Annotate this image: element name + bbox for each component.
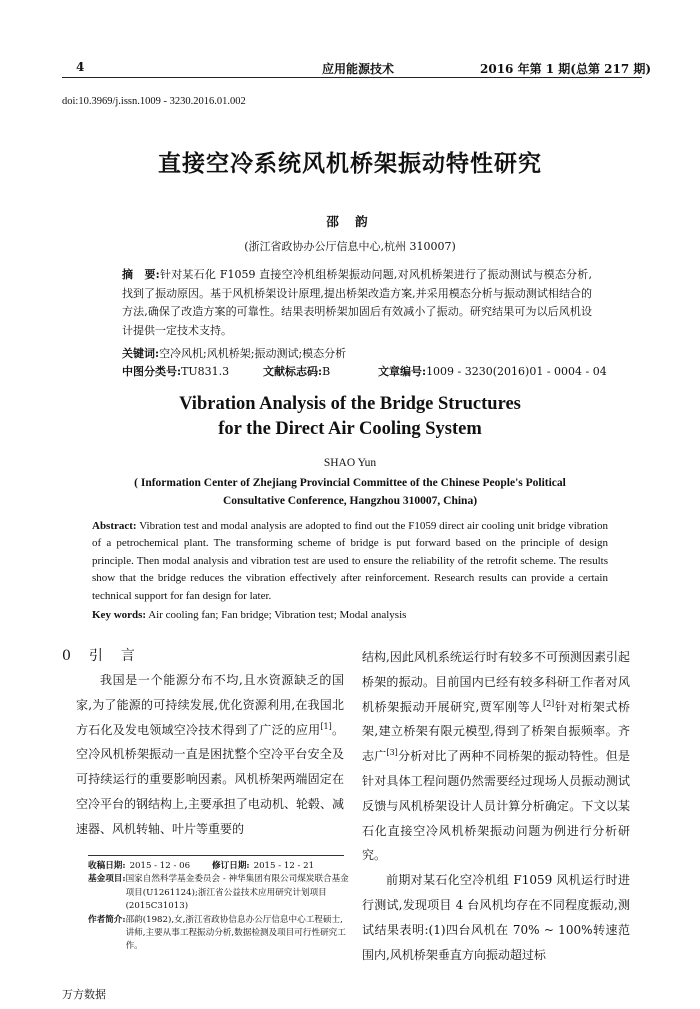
citation: [3] bbox=[386, 748, 398, 758]
affiliation-cn: (浙江省政协办公厅信息中心,杭州 310007) bbox=[244, 240, 456, 253]
keywords-en bbox=[92, 609, 608, 621]
author-en: SHAO Yun bbox=[323, 457, 377, 469]
title-en-line2: for the Direct Air Cooling System bbox=[218, 419, 482, 439]
keywords-en-label: Key words: bbox=[92, 609, 147, 621]
footnote-author-bio: 作者简介: 邵韵(1982),女,浙江省政协信息办公厅信息中心工程硕士,讲师,主要从事工程振动分析,数据检测及项目可行性研究工作。 bbox=[88, 914, 346, 952]
article-number-label: 文章编号: bbox=[378, 365, 427, 378]
keywords-cn-text: 空冷风机;风机桥架;振动测试;模态分析 bbox=[159, 347, 347, 360]
citation: [2] bbox=[542, 698, 555, 708]
paragraph: 前期对某石化空冷机组 F1059 风机运行时进行测试,发现项目 4 台风机均存在不同程度振动,测试结果表明:(1)四台风机在 70% ~ 100%转速范围内,风机桥架垂直方向振动超过标 bbox=[362, 873, 630, 962]
abstract-cn-text: 针对某石化 F1059 直接空冷机组桥架振动问题,对风机桥架进行了振动测试与模态分析,找到了振动原因。基于风机桥架设计原理,提出桥架改造方案,并采用模态分析与振动测试相结合的方法,确保了改造方案的可靠性。结果表明桥架加固后有效减小了振动。研究结果可为以后风机设计提供一定技术支持。 bbox=[122, 268, 592, 337]
paragraph: 我国是一个能源分布不均,且水资源缺乏的国家,为了能源的可持续发展,优化资源利用,在我国北方石化及发电领域空冷技术得到了广泛的应用[1]。空冷风机桥架振动一直是困扰整个空冷平台安全及可持续运行的重要影响因素。风机桥架两端固定在空冷平台的钢结构上,主要承担了电动机、轮毂、减速器、风机转轴、叶片等重要的 bbox=[76, 673, 344, 836]
abstract-cn bbox=[122, 266, 592, 340]
keywords-en-text: Air cooling fan; Fan bridge; Vibration test; Modal analysis bbox=[146, 609, 407, 621]
author-cn: 邵 韵 bbox=[326, 214, 374, 229]
header-rule bbox=[62, 77, 642, 78]
abstract-en-text: Vibration test and modal analysis are adopted to find out the F1059 direct air cooling unit bridge vibration of a petrochemical plant. The transforming scheme of bridge is put forward based on the principle of design principle. Then modal analysis and vibration test are used to ensure the reliability of the retrofit scheme. The results show that the bridge reduces the vibration effectively after reinforcement. Research results can provide a certain technical support for fan design for later. bbox=[92, 520, 608, 602]
clc-value: TU831.3 bbox=[181, 365, 230, 378]
footnote-fund: 基金项目: 国家自然科学基金委员会 - 神华集团有限公司煤炭联合基金项目(U1261124);浙江省公益技术应用研究计划项目(2015C31013) bbox=[88, 874, 349, 912]
doc-code-label: 文献标志码: bbox=[263, 365, 323, 378]
footnote bbox=[88, 860, 350, 954]
title-en-line1: Vibration Analysis of the Bridge Structures bbox=[179, 394, 521, 414]
clc-label: 中图分类号: bbox=[122, 365, 182, 378]
article-number bbox=[378, 363, 607, 379]
doi: doi:10.3969/j.issn.1009 - 3230.2016.01.002 bbox=[62, 96, 246, 107]
footnote-dates: 收稿日期: 2015 - 12 - 06 修订日期: 2015 - 12 - 21 bbox=[88, 861, 315, 871]
page-number: 4 bbox=[76, 60, 85, 74]
abstract-cn-label: 摘 要: bbox=[122, 268, 160, 281]
body-column-left bbox=[76, 668, 344, 842]
clc-number bbox=[122, 363, 229, 379]
footer-watermark: 万方数据 bbox=[62, 988, 106, 1001]
body-column-right bbox=[362, 645, 630, 967]
journal-name: 应用能源技术 bbox=[322, 62, 395, 76]
abstract-en bbox=[92, 518, 608, 605]
section-heading: 0 引 言 bbox=[62, 648, 137, 664]
abstract-en-label: Abstract: bbox=[92, 520, 137, 532]
keywords-cn-label: 关键词: bbox=[122, 347, 160, 360]
title-cn: 直接空冷系统风机桥架振动特性研究 bbox=[158, 150, 542, 177]
title-en bbox=[0, 392, 700, 442]
doc-code bbox=[263, 363, 330, 379]
doc-code-value: B bbox=[322, 365, 331, 378]
affiliation-en: ( Information Center of Zhejiang Provincial Committee of the Chinese People's Political Consultative Conference, Hangzhou 310007, China) bbox=[134, 477, 566, 507]
paragraph: 结构,因此风机系统运行时有较多不可预测因素引起桥架的振动。目前国内已经有较多科研工作者对风机桥架振动开展研究,贾军刚等人[2]针对桁架式桥架,建立桥架有限元模型,得到了桥架自振频率。齐志广[3]分析对比了两种不同桥架的振动特性。但是针对具体工程问题仍然需要经过现场人员振动测试反馈与风机桥架设计人员计算分析确定。下文以某石化直接空冷风机桥架振动问题为例进行分析研究。 bbox=[362, 650, 630, 863]
citation: [1] bbox=[320, 721, 332, 731]
footnote-rule bbox=[88, 855, 344, 856]
issue-info: 2016 年第 1 期(总第 217 期) bbox=[480, 62, 652, 76]
keywords-cn bbox=[122, 345, 346, 361]
article-number-value: 1009 - 3230(2016)01 - 0004 - 04 bbox=[426, 365, 607, 378]
